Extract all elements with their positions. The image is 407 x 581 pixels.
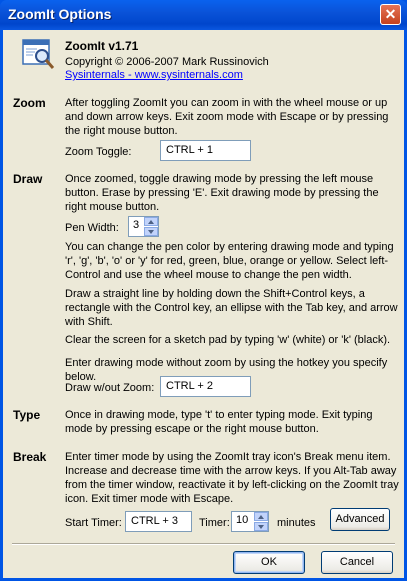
zoom-section-label: Zoom (13, 96, 46, 110)
draw-section-label: Draw (13, 172, 43, 186)
pen-width-stepper[interactable] (128, 216, 159, 237)
advanced-button[interactable]: Advanced (330, 508, 390, 531)
type-description: Once in drawing mode, type 't' to enter typing mode. Exit typing mode by pressing escape or the right mouse button. (65, 409, 373, 435)
app-icon (21, 38, 57, 72)
app-name: ZoomIt v1.71 (65, 39, 139, 53)
draw-without-zoom-text: Enter drawing mode without zoom by using the hotkey you specify below. (65, 357, 388, 383)
title-bar[interactable] (0, 0, 407, 30)
pen-width-label: Pen Width: (65, 222, 119, 234)
chevron-up-icon (258, 515, 264, 519)
timer-down-button[interactable] (254, 522, 268, 531)
timer-minutes-stepper[interactable] (231, 511, 269, 532)
dialog-client-area (3, 30, 404, 578)
start-timer-hotkey-field[interactable]: CTRL + 3 (125, 511, 192, 532)
draw-without-zoom-label: Draw w/out Zoom: (65, 382, 155, 394)
draw-shapes-text: Draw a straight line by holding down the Shift+Control keys, a rectangle with the Control key, an ellipse with the Tab key, and arrow with Shift. (65, 288, 398, 328)
sysinternals-link[interactable]: Sysinternals - www.sysinternals.com (65, 69, 243, 81)
close-button[interactable] (380, 4, 401, 25)
ok-button[interactable]: OK (233, 551, 305, 574)
chevron-down-icon (148, 230, 154, 234)
type-section-label: Type (13, 408, 41, 422)
window-title: ZoomIt Options (8, 6, 112, 22)
timer-up-button[interactable] (254, 512, 268, 521)
copyright-text: Copyright © 2006-2007 Mark Russinovich (65, 56, 269, 68)
start-timer-label: Start Timer: (65, 517, 122, 529)
chevron-down-icon (258, 525, 264, 529)
zoom-toggle-hotkey-field[interactable]: CTRL + 1 (160, 140, 251, 161)
pen-width-down-button[interactable] (144, 227, 158, 236)
pen-width-value: 3 (133, 219, 140, 231)
draw-without-zoom-hotkey-field[interactable]: CTRL + 2 (160, 376, 251, 397)
pen-width-up-button[interactable] (144, 217, 158, 226)
zoom-toggle-label: Zoom Toggle: (65, 146, 132, 158)
timer-label: Timer: (199, 517, 230, 529)
footer-separator (12, 543, 395, 545)
draw-description: Once zoomed, toggle drawing mode by pressing the left mouse button. Erase by pressing 'E'. Exit drawing mode by pressing the right mouse button. (65, 173, 379, 213)
pen-color-text: You can change the pen color by entering drawing mode and typing 'r', 'g', 'b', 'o' or 'y' for red, green, blue, orange or yellow. Select left-Control and use the wheel mouse to change the pen width. (65, 241, 394, 281)
zoom-description: After toggling ZoomIt you can zoom in with the wheel mouse or up and down arrow keys. Exit zoom mode with Escape or by pressing the right mouse button. (65, 97, 389, 137)
clear-screen-text: Clear the screen for a sketch pad by typing 'w' (white) or 'k' (black). (65, 334, 391, 346)
break-description: Enter timer mode by using the ZoomIt tray icon's Break menu item. Increase and decrease time with the arrow keys. If you Alt-Tab away from the timer window, reactivate it by left-clicking on the ZoomIt tray icon. Exit timer mode with Escape. (65, 451, 399, 505)
chevron-up-icon (148, 220, 154, 224)
minutes-label: minutes (277, 517, 316, 529)
cancel-button[interactable]: Cancel (321, 551, 393, 574)
close-icon: ✕ (384, 6, 397, 22)
break-section-label: Break (13, 450, 47, 464)
timer-minutes-value: 10 (236, 514, 249, 526)
